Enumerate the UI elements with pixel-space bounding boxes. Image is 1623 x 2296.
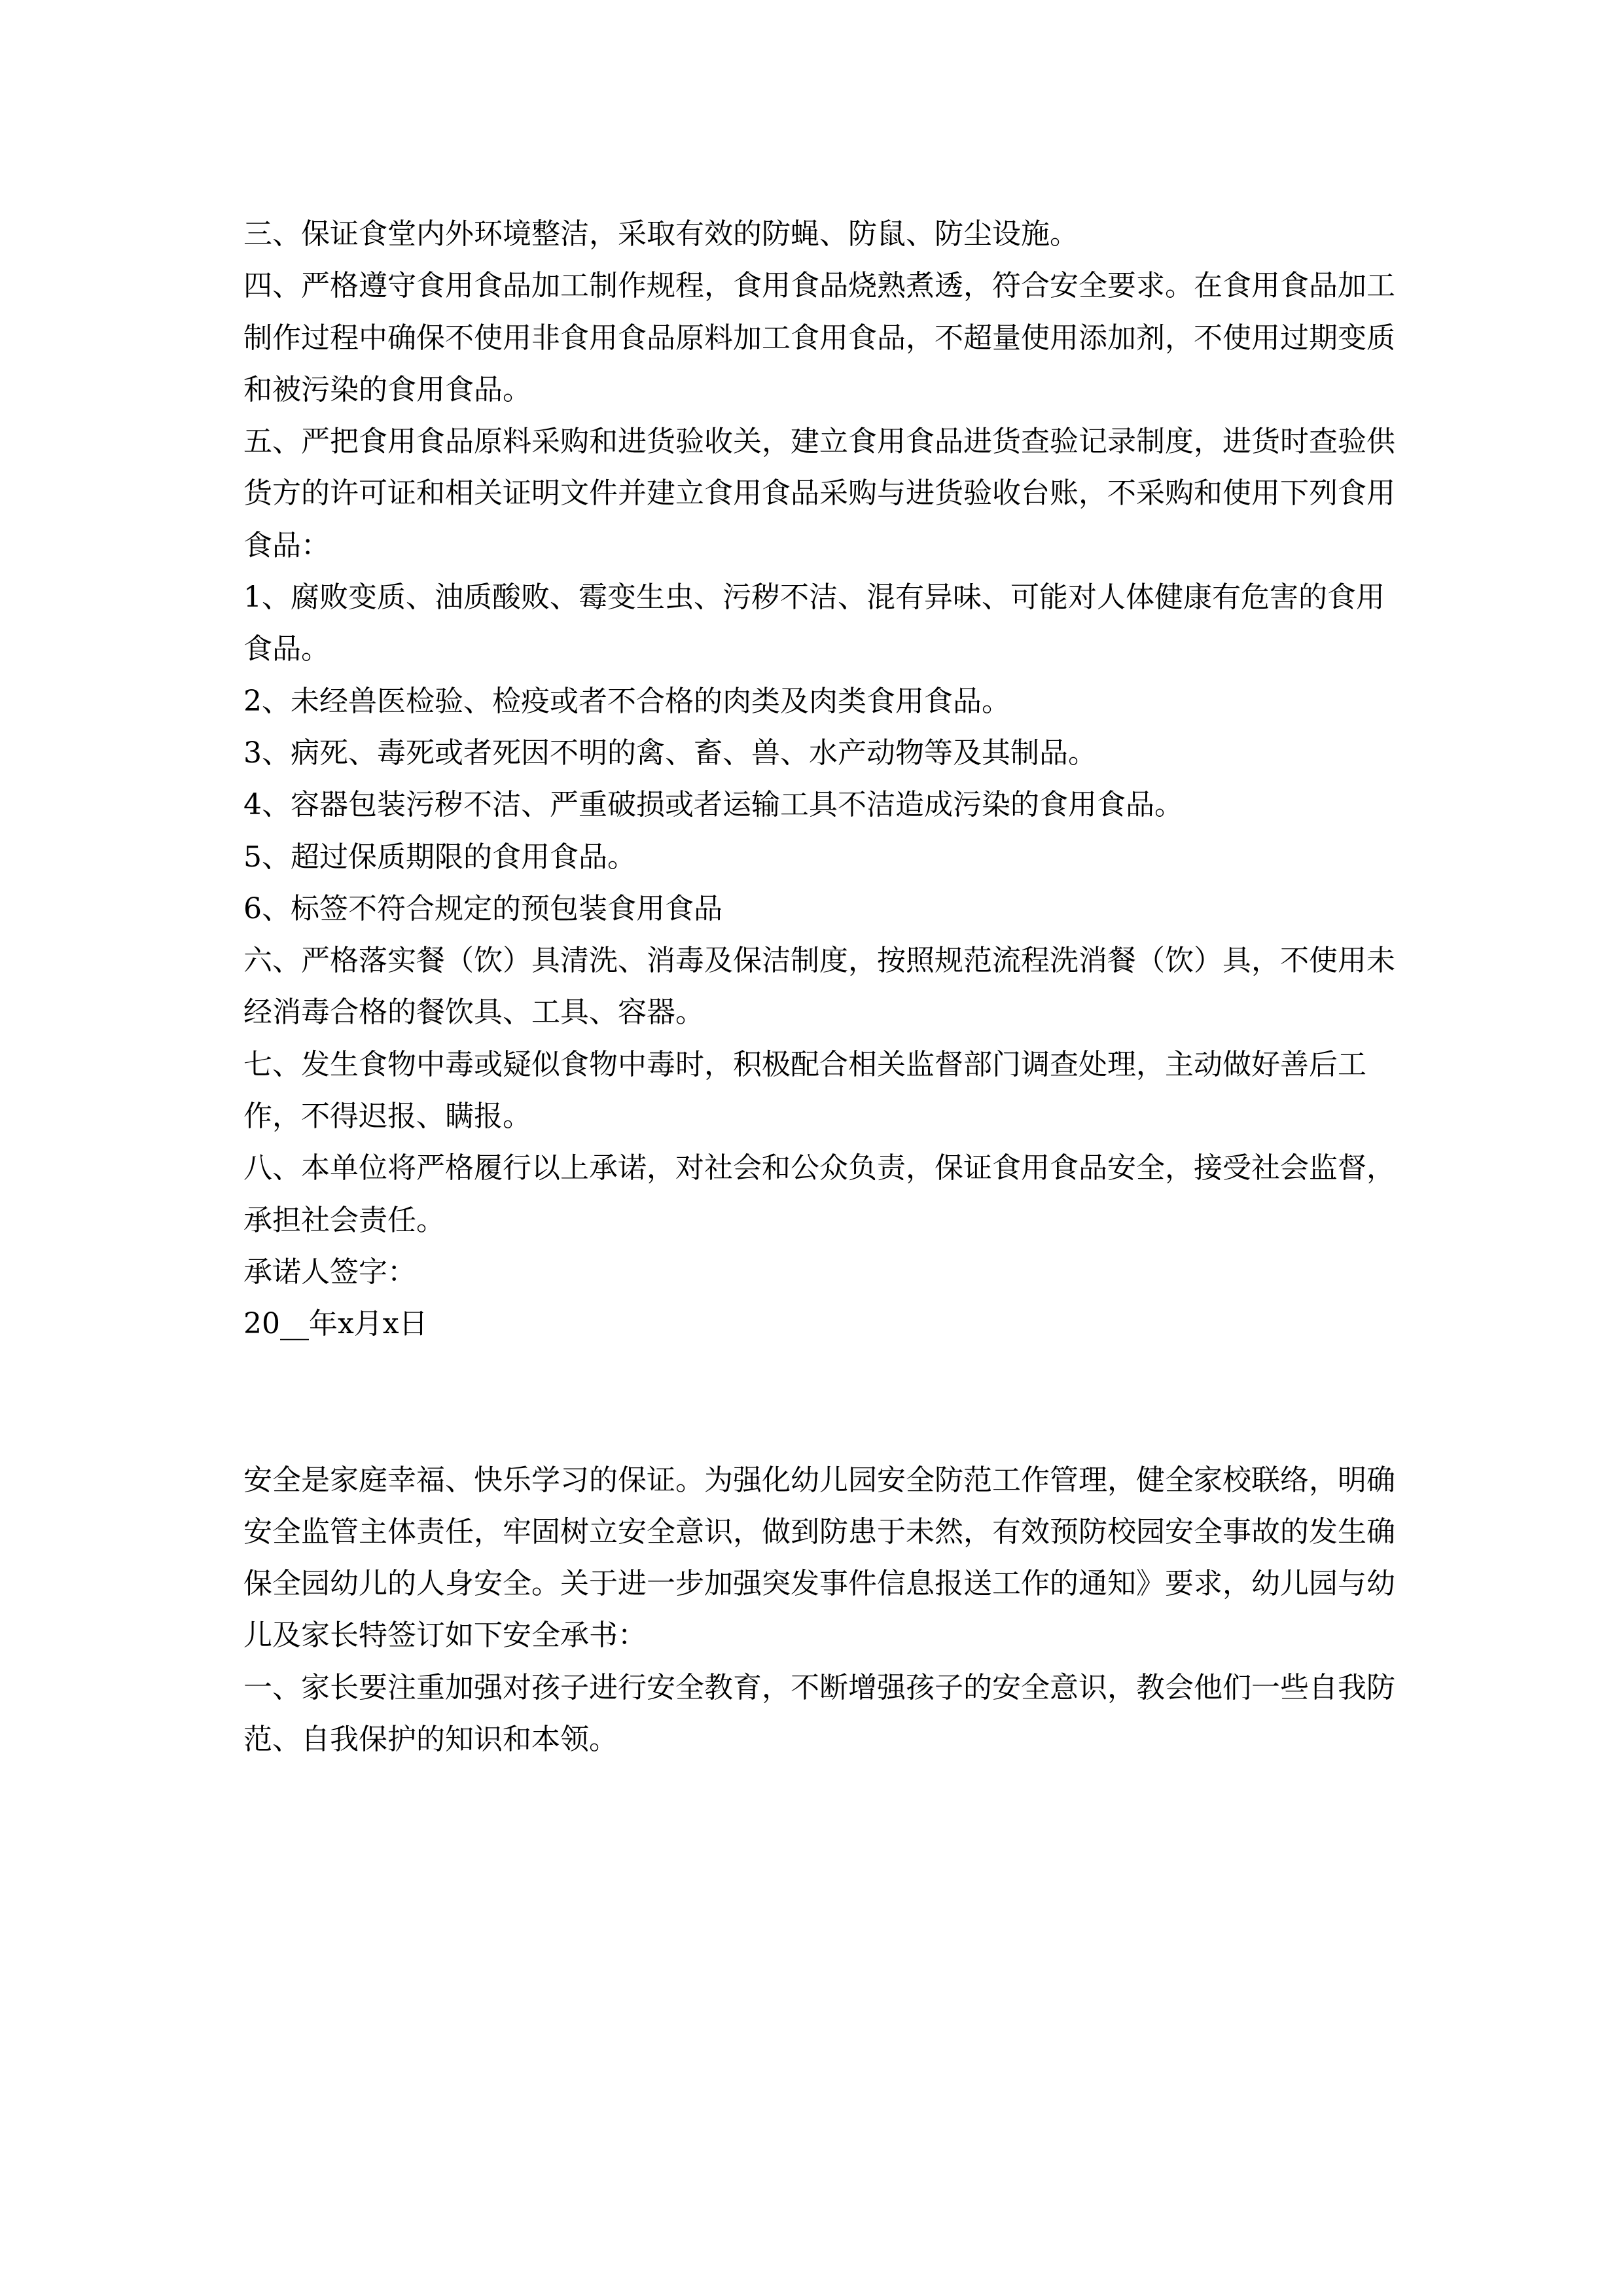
clause-3-environment: 三、保证食堂内外环境整洁，采取有效的防蝇、防鼠、防尘设施。: [243, 217, 1079, 251]
clause-6-tableware: 六、严格落实餐（饮）具清洗、消毒及保洁制度，按照规范流程洗消餐（饮）具，不使用未经消毒合格的餐饮具、工具、容器。: [243, 944, 1395, 1030]
signature-label: 承诺人签字：: [243, 1255, 416, 1289]
section-gap: [243, 1350, 1395, 1454]
clause-5-procurement: 五、严把食用食品原料采购和进货验收关，建立食用食品进货查验记录制度，进货时查验供货方的许可证和相关证明文件并建立食用食品采购与进货验收台账，不采购和使用下列食用食品：: [243, 425, 1395, 562]
list-item-3: 3、病死、毒死或者死因不明的禽、畜、兽、水产动物等及其制品。: [243, 736, 1097, 770]
safety-intro-paragraph: 安全是家庭幸福、快乐学习的保证。为强化幼儿园安全防范工作管理，健全家校联络，明确安全监管主体责任，牢固树立安全意识，做到防患于未然，有效预防校园安全事故的发生确保全园幼儿的人身安全。关于进一步加强突发事件信息报送工作的通知》要求，幼儿园与幼儿及家长特签订如下安全承书：: [243, 1463, 1395, 1653]
list-item-2: 2、未经兽医检验、检疫或者不合格的肉类及肉类食用食品。: [243, 684, 1010, 718]
clause-4-processing: 四、严格遵守食用食品加工制作规程，食用食品烧熟煮透，符合安全要求。在食用食品加工制作过程中确保不使用非食用食品原料加工食用食品，不超量使用添加剂，不使用过期变质和被污染的食用食品。: [243, 269, 1395, 406]
clause-8-commitment: 八、本单位将严格履行以上承诺，对社会和公众负责，保证食用食品安全，接受社会监督，承担社会责任。: [243, 1151, 1395, 1237]
list-item-1: 1、腐败变质、油质酸败、霉变生虫、污秽不洁、混有异味、可能对人体健康有危害的食用食品。: [243, 581, 1385, 666]
list-item-6: 6、标签不符合规定的预包装食用食品: [243, 891, 722, 925]
document-body: [243, 208, 1395, 1765]
safety-clause-1: 一、家长要注重加强对孩子进行安全教育，不断增强孩子的安全意识，教会他们一些自我防范、自我保护的知识和本领。: [243, 1670, 1395, 1757]
list-item-5: 5、超过保质期限的食用食品。: [243, 840, 636, 874]
date-line: 20__年x月x日: [243, 1307, 428, 1341]
clause-7-poisoning: 七、发生食物中毒或疑似食物中毒时，积极配合相关监督部门调查处理，主动做好善后工作，不得迟报、瞒报。: [243, 1047, 1366, 1134]
list-item-4: 4、容器包装污秽不洁、严重破损或者运输工具不洁造成污染的食用食品。: [243, 788, 1183, 822]
